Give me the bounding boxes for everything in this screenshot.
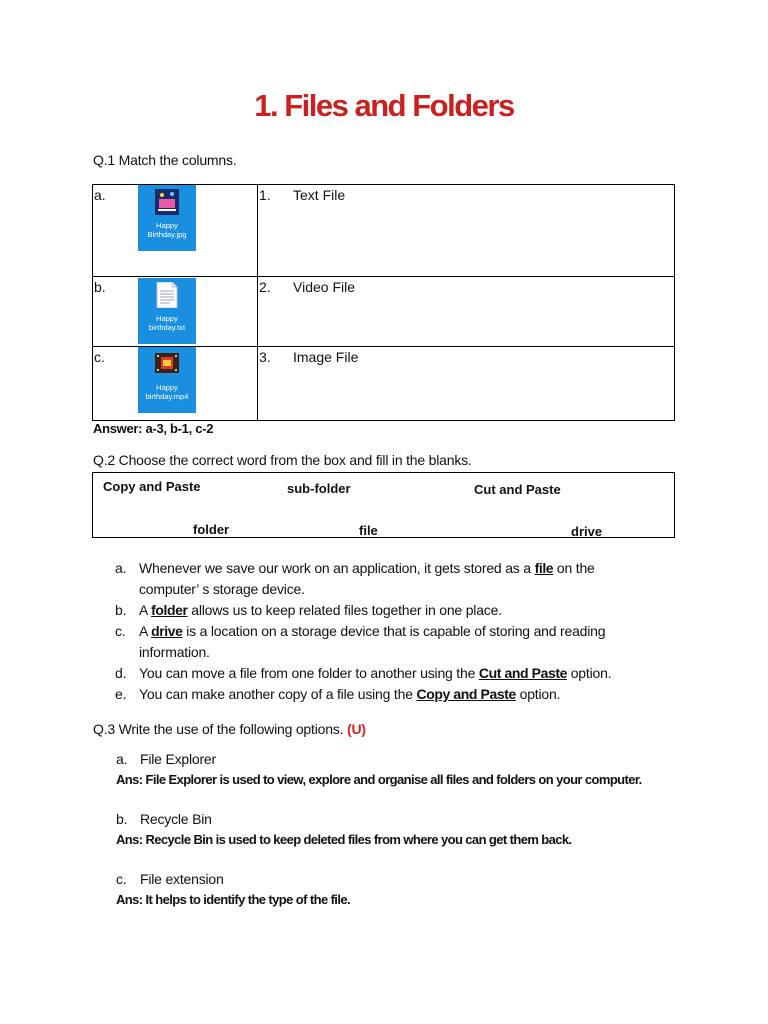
filled-answer: folder	[151, 602, 188, 618]
option-recycle-bin	[116, 811, 212, 827]
list-item	[115, 621, 655, 663]
file-type: Text File	[293, 187, 346, 203]
q3-heading-text: Q.3 Write the use of the following options.	[93, 721, 344, 737]
item-text: You can make another copy of a file using the	[139, 686, 417, 702]
item-marker: d.	[115, 665, 127, 681]
q2-heading: Q.2 Choose the correct word from the box and fill in the blanks.	[93, 452, 472, 468]
file-type: Image File	[293, 349, 359, 365]
list-item	[115, 600, 655, 621]
thumbnail-caption: Happy birthday.txt	[148, 314, 186, 332]
word-drive: drive	[571, 524, 603, 539]
word-folder: folder	[193, 522, 230, 537]
list-item	[115, 663, 655, 684]
item-marker: e.	[115, 686, 127, 702]
item-text: is a location on a storage device that is capable of storing and reading information.	[139, 623, 606, 660]
answer-recycle-bin: Ans: Recycle Bin is used to keep deleted files from where you can get them back.	[116, 832, 572, 847]
row-number: 3.	[259, 349, 271, 365]
word-sub-folder: sub-folder	[287, 481, 351, 496]
thumbnail-caption: Happy birthday.mp4	[145, 383, 189, 401]
list-item	[115, 684, 655, 705]
answer-file-explorer: Ans: File Explorer is used to view, explore and organise all files and folders on your computer.	[116, 772, 642, 787]
page-title: 1. Files and Folders	[254, 88, 514, 123]
filled-answer: Cut and Paste	[478, 665, 568, 681]
item-marker: c.	[115, 623, 126, 639]
option-label: Recycle Bin	[140, 811, 212, 827]
image-file-thumbnail	[138, 185, 196, 251]
item-text: A	[139, 623, 152, 639]
word-copy-and-paste: Copy and Paste	[103, 479, 201, 494]
option-file-extension	[116, 871, 224, 887]
q3-heading	[93, 721, 366, 737]
item-text: A	[139, 602, 152, 618]
fill-blanks-list	[115, 558, 655, 705]
item-text: option.	[515, 686, 561, 702]
item-text: option.	[567, 665, 612, 681]
row-letter: b.	[94, 279, 106, 295]
word-file: file	[359, 523, 378, 538]
item-marker: a.	[115, 560, 127, 576]
item-text: You can move a file from one folder to another using the	[139, 665, 479, 681]
word-box	[92, 472, 675, 538]
item-text: allows us to keep related files together in one place.	[187, 602, 502, 618]
file-type: Video File	[293, 279, 356, 295]
thumbnail-caption: Happy Birthday.jpg	[147, 221, 187, 239]
video-film-icon	[155, 351, 179, 377]
item-text: on the computer’ s storage device.	[139, 560, 595, 597]
option-label: File Explorer	[140, 751, 216, 767]
option-file-explorer	[116, 751, 216, 767]
filled-answer: drive	[151, 623, 183, 639]
row-number: 2.	[259, 279, 271, 295]
word-cut-and-paste: Cut and Paste	[474, 482, 561, 497]
item-marker: b.	[115, 602, 127, 618]
list-item	[115, 558, 655, 600]
video-file-thumbnail	[138, 347, 196, 413]
understanding-tag: (U)	[347, 721, 366, 737]
q1-answer: Answer: a-3, b-1, c-2	[93, 421, 214, 436]
option-label: File extension	[140, 871, 224, 887]
text-document-icon	[155, 282, 179, 308]
text-file-thumbnail	[138, 278, 196, 344]
item-marker: a.	[116, 751, 128, 767]
birthday-image-icon	[155, 189, 179, 215]
row-number: 1.	[259, 187, 271, 203]
q1-heading: Q.1 Match the columns.	[93, 152, 237, 168]
filled-answer: file	[534, 560, 554, 576]
filled-answer: Copy and Paste	[416, 686, 516, 702]
row-letter: c.	[94, 349, 105, 365]
answer-file-extension: Ans: It helps to identify the type of the file.	[116, 892, 350, 907]
item-text: Whenever we save our work on an application, it gets stored as a	[139, 560, 535, 576]
row-letter: a.	[94, 187, 106, 203]
item-marker: b.	[116, 811, 128, 827]
item-marker: c.	[116, 871, 127, 887]
